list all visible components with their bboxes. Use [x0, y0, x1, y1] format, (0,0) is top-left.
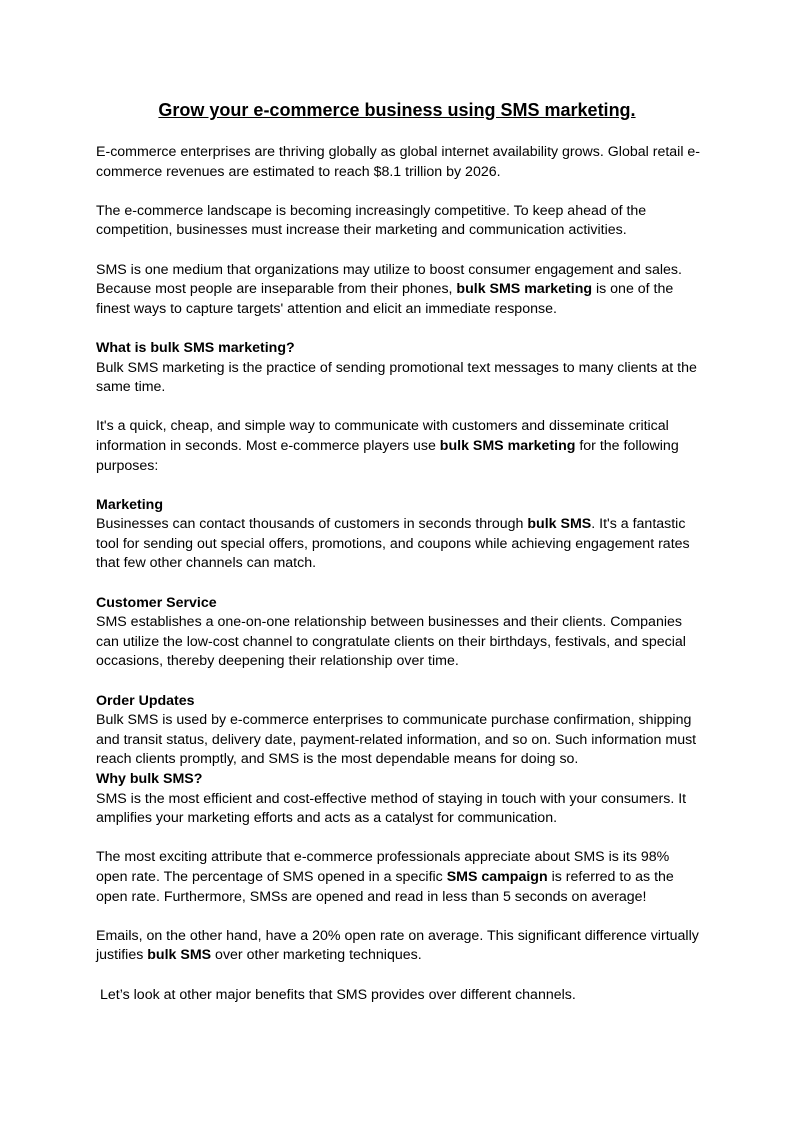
paragraph-open-rate [96, 848, 702, 907]
page-title: Grow your e-commerce business using SMS marketing. [158, 100, 636, 120]
text-run: . It's a fantastic tool for sending out special offers, promotions, and coupons while achieving engagement rates that few other channels can match. [96, 516, 690, 572]
section-heading: Why bulk SMS? [96, 771, 203, 787]
bold-keyword: bulk SMS [147, 947, 212, 964]
paragraph-emails [96, 927, 702, 966]
paragraph-closing: Let’s look at other major benefits that SMS provides over different channels. [100, 986, 576, 1003]
paragraph-intro: E-commerce enterprises are thriving globally as global internet availability grows. Global retail e-commerce revenues are estimated to reach $8.1 trillion by 2026. [96, 144, 701, 180]
bold-keyword: bulk SMS marketing [456, 281, 593, 298]
section-heading: What is bulk SMS marketing? [96, 339, 295, 356]
text-run: over other marketing techniques. [211, 947, 422, 964]
text-run: It's a quick, cheap, and simple way to communicate with customers and disseminate critical information in seconds. Most e-commerce players use [96, 418, 669, 454]
paragraph-landscape: The e-commerce landscape is becoming increasingly competitive. To keep ahead of the competition, businesses must increase their marketing and communication activities. [96, 202, 647, 239]
section-text: SMS is the most efficient and cost-effective method of staying in touch with your consumers. It amplifies your marketing efforts and acts as a catalyst for communication. [96, 790, 687, 827]
section-marketing [96, 496, 702, 574]
document-body [96, 143, 702, 1025]
text-run: is referred to as the open rate. Furthermore, SMSs are opened and read in less than 5 seconds on average! [96, 868, 674, 905]
bold-keyword: SMS campaign [446, 868, 548, 885]
section-what-is [96, 339, 702, 398]
section-text: Bulk SMS marketing is the practice of sending promotional text messages to many clients at the same time. [96, 359, 697, 396]
section-order-updates [96, 692, 702, 770]
section-text: SMS establishes a one-on-one relationship between businesses and their clients. Companies can utilize the low-cost channel to congratulate clients on their birthdays, festivals, and special occasions, thereby deepening their relationship over time. [96, 614, 686, 670]
paragraph-purposes [96, 417, 702, 476]
section-customer-service [96, 594, 702, 672]
text-run: Emails, on the other hand, have a 20% open rate on average. This significant difference virtually justifies [96, 927, 699, 964]
section-why-bulk-sms [96, 770, 702, 829]
paragraph-sms-medium [96, 261, 702, 320]
text-run: Businesses can contact thousands of customers in seconds through [96, 516, 528, 533]
section-heading: Customer Service [96, 594, 217, 611]
section-heading: Marketing [96, 496, 164, 513]
text-run: for the following purposes: [96, 437, 679, 474]
text-run: SMS is one medium that organizations may utilize to boost consumer engagement and sales. Because most people are inseparable from their phones, [96, 261, 682, 298]
section-text: Bulk SMS is used by e-commerce enterprises to communicate purchase confirmation, shipping and transit status, delivery date, payment-related information, and so on. Such information must reach clients promptly, and SMS is the most dependable means for doing so. [96, 712, 697, 768]
section-heading: Order Updates [96, 692, 195, 709]
text-run: is one of the finest ways to capture targets' attention and elicit an immediate response. [96, 281, 674, 317]
text-run: The most exciting attribute that e-commerce professionals appreciate about SMS is its 98% open rate. The percentage of SMS opened in a specific [96, 849, 670, 885]
bold-keyword: bulk SMS marketing [439, 437, 576, 454]
bold-keyword: bulk SMS [527, 516, 592, 533]
